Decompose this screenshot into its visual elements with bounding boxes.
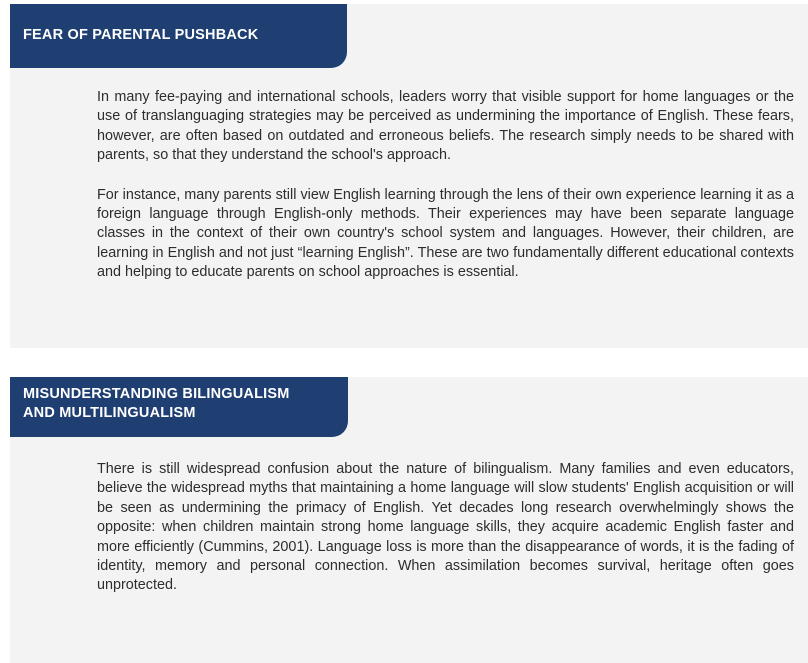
heading-line: MISUNDERSTANDING BILINGUALISM <box>23 386 290 402</box>
paragraph: There is still widespread confusion about the nature of bilingualism. Many families and even educators, believe the widespread myths that maintaining a home language will slow students' English acquisition or will be seen as undermining the primacy of English. Yet decades long research overwhelmingly shows the opposite: when children maintain strong home language skills, they acquire academic English faster and more efficiently (Cummins, 2001). Language loss is more than the disappearance of words, it is the fading of identity, memory and personal connection. When assimilation becomes survival, heritage often goes unprotected. <box>97 461 794 594</box>
paragraph: For instance, many parents still view English learning through the lens of their own experience learning it as a foreign language through English-only methods. Their experiences may have been separate language classes in the context of their own country's school system and languages. However, their children, are learning in English and not just “learning English”. These are two fundamentally different educational contexts and helping to educate parents on school approaches is essential. <box>97 186 794 281</box>
paragraph: In many fee-paying and international schools, leaders worry that visible support for home languages or the use of translanguaging strategies may be perceived as undermining the importance of English. These fears, however, are often based on outdated and erroneous beliefs. The research simply needs to be shared with parents, so that they understand the school's approach. <box>97 89 794 164</box>
section-heading <box>10 4 347 68</box>
section-body <box>97 88 794 303</box>
section-heading <box>10 377 348 437</box>
section-body <box>97 460 794 616</box>
heading-line: AND MULTILINGUALISM <box>23 405 196 421</box>
section-misunderstanding-bilingualism <box>10 377 808 663</box>
heading-line: FEAR OF PARENTAL PUSHBACK <box>23 27 259 43</box>
section-fear-of-parental-pushback <box>10 4 808 348</box>
